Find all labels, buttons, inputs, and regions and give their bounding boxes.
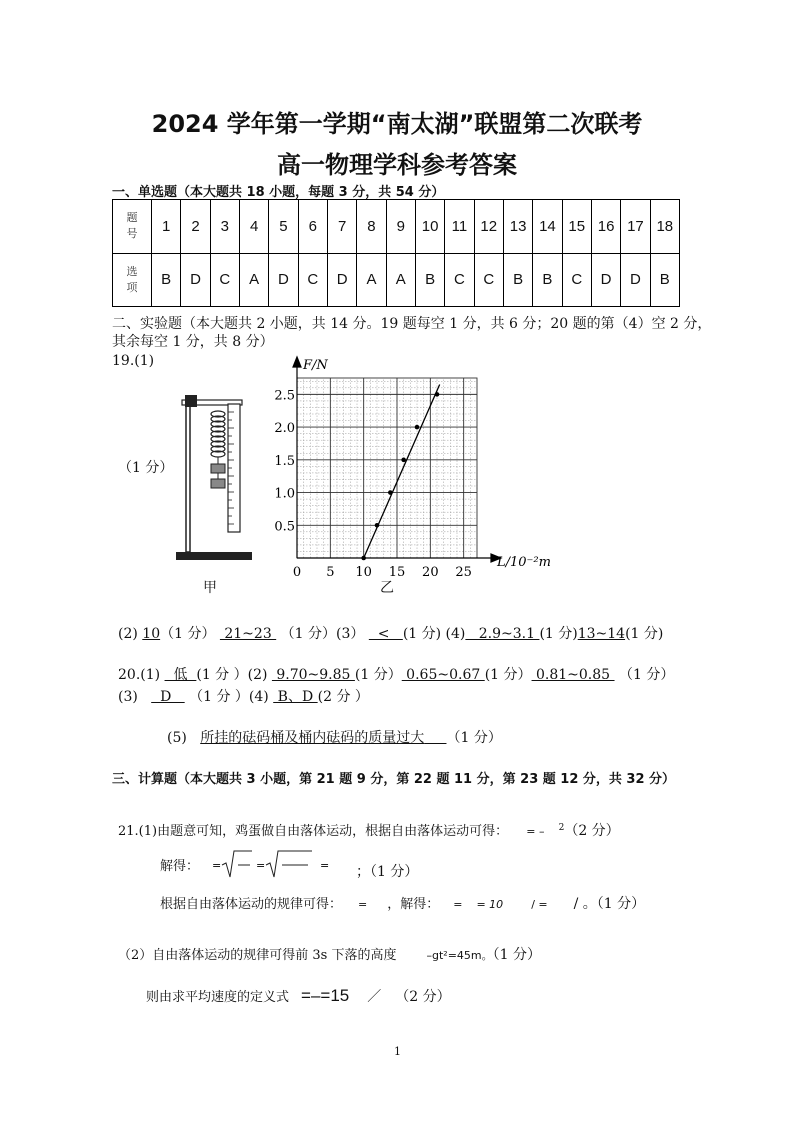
question-number-cell: 6 xyxy=(298,200,327,254)
q21-1-formula: = – xyxy=(526,825,545,838)
q21-1-text: 21.(1)由题意可知，鸡蛋做自由落体运动，根据自由落体运动可得： xyxy=(118,824,509,839)
answer-text: （1 分 ）(4) xyxy=(184,689,274,705)
section1-heading: 一、单选题（本大题共 18 小题，每题 3 分，共 54 分） xyxy=(112,185,445,200)
answer-blank: 低 xyxy=(164,667,197,683)
answer-text: 20.(1) xyxy=(118,667,165,683)
data-point xyxy=(435,392,440,397)
answer-blank: 0.65~0.67 xyxy=(401,667,485,683)
q20-5 xyxy=(167,727,502,747)
answer-blank: < xyxy=(368,626,403,642)
question-number-cell: 7 xyxy=(327,200,356,254)
answer-cell: D xyxy=(621,253,650,307)
answer-text: (2 分 ） xyxy=(317,689,369,705)
answer-cell: C xyxy=(445,253,474,307)
answer-cell: C xyxy=(474,253,503,307)
question-number-cell: 8 xyxy=(357,200,386,254)
spring-apparatus-figure xyxy=(176,392,256,564)
solve-score: ；（1 分） xyxy=(356,864,419,880)
answer-text: (1 分） xyxy=(484,667,532,683)
q21-2-score: （1 分） xyxy=(492,947,541,963)
y-tick-label: 1.5 xyxy=(274,453,295,469)
answer-cell: B xyxy=(152,253,181,307)
question-number-cell: 12 xyxy=(474,200,503,254)
answer-text: （1 分） xyxy=(160,626,220,642)
question-number-cell: 15 xyxy=(562,200,591,254)
q21-1-sup: 2 xyxy=(558,822,565,833)
section3-heading: 三、计算题（本大题共 3 小题，第 21 题 9 分，第 22 题 11 分，第 23 题 12 分，共 32 分） xyxy=(112,772,676,787)
q21-1-score: （2 分） xyxy=(564,823,620,839)
data-point xyxy=(401,458,406,463)
force-length-chart xyxy=(270,355,560,590)
answer-blank: 9.70~9.85 xyxy=(271,667,355,683)
figure-jia-label: 甲 xyxy=(203,580,217,596)
answer-blank: 2.9~3.1 xyxy=(465,626,540,642)
q20-answers-line1 xyxy=(118,664,674,684)
answer-cell: D xyxy=(269,253,298,307)
fit-line xyxy=(364,385,440,558)
q21-2-formula: –gt²=45m。 xyxy=(426,949,493,962)
sqrt-formula xyxy=(208,847,348,881)
section2-heading-1: 二、实验题（本大题共 2 小题，共 14 分。19 题每空 1 分，共 6 分；20 题的第（4）空 2 分， xyxy=(112,316,712,332)
question-number-cell: 18 xyxy=(650,200,679,254)
q19-answers xyxy=(118,623,663,643)
solve-line xyxy=(160,855,199,874)
answer-row xyxy=(113,253,680,307)
answer-text: (1 分 ）(2) xyxy=(196,667,272,683)
q20-5-score: （1 分） xyxy=(446,730,502,746)
plot-frame xyxy=(297,378,477,558)
rule-value: = 10 xyxy=(476,898,504,911)
q20-5-answer: 所挂的砝码桶及桶内砝码的质量过大 xyxy=(200,730,425,746)
row-label-answer xyxy=(113,253,152,307)
rule-unit1: / = xyxy=(531,898,548,911)
q20-answers-line2 xyxy=(118,686,369,706)
answer-cell: B xyxy=(533,253,562,307)
answer-blank: B、D xyxy=(273,689,318,705)
question-number-cell: 16 xyxy=(591,200,620,254)
answer-cell: D xyxy=(591,253,620,307)
section2-heading-2: 其余每空 1 分，共 8 分） xyxy=(112,334,274,350)
y-tick-label: 2.0 xyxy=(274,421,295,437)
answer-text: (3) xyxy=(118,689,152,705)
question-number-cell: 3 xyxy=(210,200,239,254)
row-label-number xyxy=(113,200,152,254)
answer-cell: A xyxy=(386,253,415,307)
question-number-cell: 10 xyxy=(415,200,444,254)
page-number: 1 xyxy=(394,1045,401,1058)
answer-cell: A xyxy=(239,253,268,307)
answer-cell: B xyxy=(415,253,444,307)
question-number-cell: 9 xyxy=(386,200,415,254)
answer-cell: C xyxy=(298,253,327,307)
rule-unit2: / 。（1 分） xyxy=(573,896,646,912)
exam-title: 2024 学年第一学期“南太湖”联盟第二次联考 xyxy=(151,110,643,138)
avg-formula: =–=15 xyxy=(301,986,350,1005)
data-point xyxy=(361,556,366,561)
answer-cell: A xyxy=(357,253,386,307)
x-tick-label: 15 xyxy=(388,565,406,580)
avg-text: 则由求平均速度的定义式 xyxy=(146,990,290,1005)
svg-text:=: = xyxy=(320,859,330,872)
answer-text: (1 分) (4) xyxy=(402,626,466,642)
y-tick-label: 1.0 xyxy=(274,486,295,502)
question-number-cell: 2 xyxy=(181,200,210,254)
q21-part1 xyxy=(118,820,620,840)
answer-blank: 0.81~0.85 xyxy=(531,667,615,683)
q19-score: （1 分） xyxy=(118,460,174,476)
answer-cell: C xyxy=(562,253,591,307)
answer-blank: 13~14 xyxy=(577,626,626,642)
answer-text: （1 分） xyxy=(614,667,675,683)
answer-text: (1 分) xyxy=(539,626,578,642)
svg-text:=: = xyxy=(256,859,266,872)
x-axis-label: L/10⁻²m xyxy=(497,555,551,570)
data-point xyxy=(415,425,420,430)
answer-blank: 10 xyxy=(142,626,161,642)
answer-cell: B xyxy=(503,253,532,307)
question-number-cell: 1 xyxy=(152,200,181,254)
rule-text: 根据自由落体运动的规律可得： xyxy=(160,897,343,912)
answer-text: (1 分) xyxy=(625,626,664,642)
q21-2-text: （2）自由落体运动的规律可得前 3s 下落的高度 xyxy=(118,948,397,963)
y-tick-label: 2.5 xyxy=(274,388,295,404)
question-number-cell: 13 xyxy=(503,200,532,254)
question-number-cell: 17 xyxy=(621,200,650,254)
question-number-cell: 14 xyxy=(533,200,562,254)
answer-text: (1 分） xyxy=(354,667,402,683)
y-tick-label: 0.5 xyxy=(274,519,295,535)
row-label-answer-text: 选 项 xyxy=(126,264,138,294)
rule-mid: ，解得： xyxy=(387,897,440,912)
answer-cell: B xyxy=(650,253,679,307)
question-number-cell: 4 xyxy=(239,200,268,254)
answer-text: （1 分）(3） xyxy=(276,626,369,642)
solve-label: 解得： xyxy=(160,859,200,874)
svg-text:=: = xyxy=(212,859,222,872)
answer-blank: 21~23 xyxy=(219,626,277,642)
answer-table xyxy=(112,199,680,307)
avg-line xyxy=(146,986,451,1006)
x-tick-label: 5 xyxy=(326,565,335,580)
q20-5-label: (5) xyxy=(167,730,187,746)
data-point xyxy=(388,490,393,495)
x-tick-label: 20 xyxy=(422,565,439,580)
avg-score: （2 分） xyxy=(395,989,451,1005)
x-tick-label: 0 xyxy=(292,565,302,580)
answer-cell: D xyxy=(327,253,356,307)
answer-cell: D xyxy=(181,253,210,307)
answer-cell: C xyxy=(210,253,239,307)
figure-yi-label: 乙 xyxy=(380,580,394,596)
question-number-row xyxy=(113,200,680,254)
q19-label: 19.(1) xyxy=(112,353,155,369)
question-number-cell: 5 xyxy=(269,200,298,254)
answer-blank: D xyxy=(151,689,185,705)
y-axis-label: F/N xyxy=(303,358,328,373)
x-tick-label: 25 xyxy=(455,565,472,580)
rule-line: 根据自由落体运动的规律可得： = ，解得： = = 10 / = / 。（1 分） xyxy=(160,896,646,912)
answer-text: (2) xyxy=(118,626,143,642)
data-point xyxy=(375,523,380,528)
x-tick-label: 10 xyxy=(355,565,372,580)
question-number-cell: 11 xyxy=(445,200,474,254)
q21-part2 xyxy=(118,944,541,964)
avg-unit: ／ xyxy=(367,989,382,1005)
answer-key-title: 高一物理学科参考答案 xyxy=(277,151,517,179)
y-axis-arrow xyxy=(293,357,301,367)
row-label-number-text: 题 号 xyxy=(126,211,138,241)
